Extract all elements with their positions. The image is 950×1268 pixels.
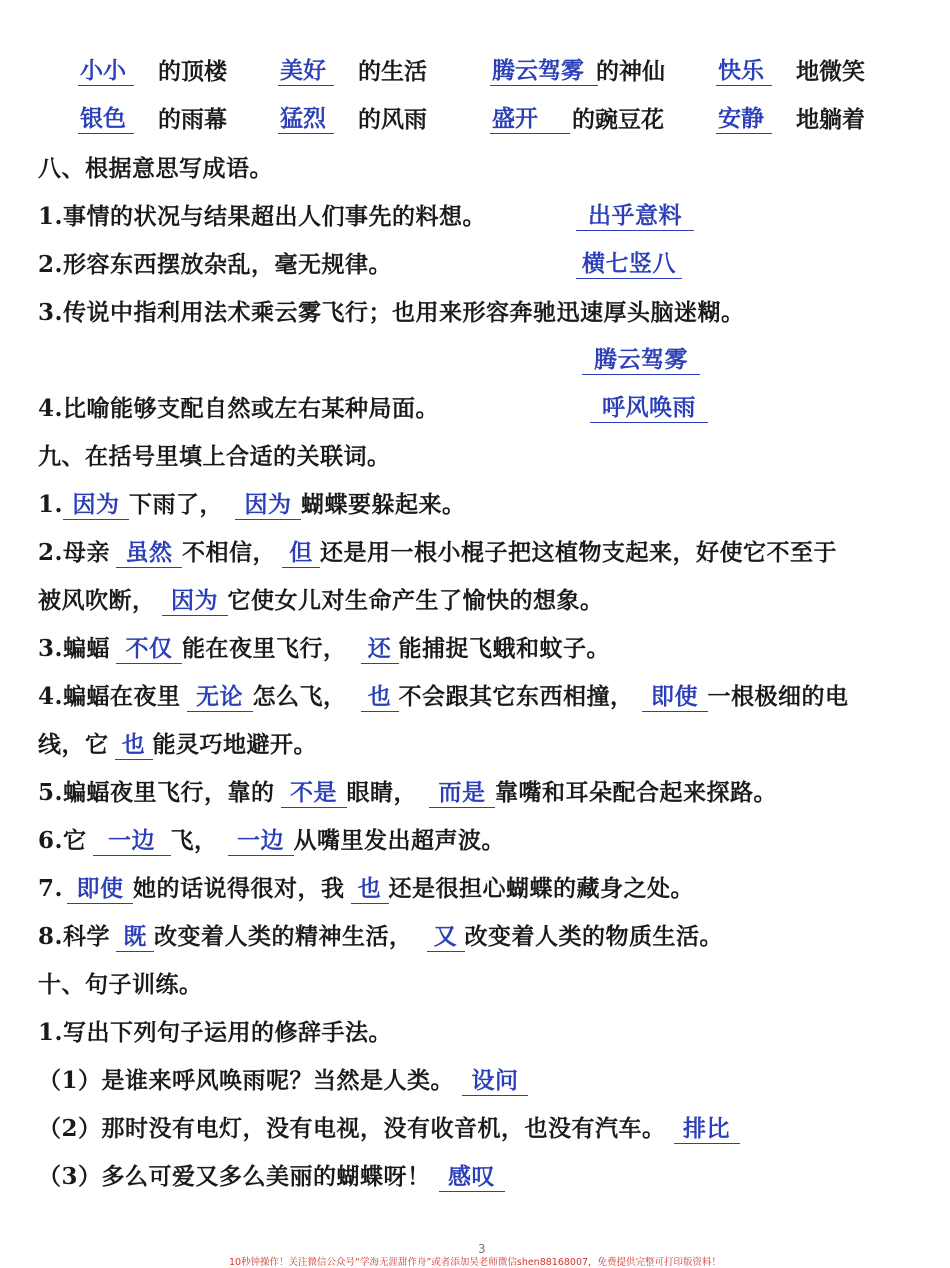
answer-blank: 安静	[716, 105, 772, 134]
question-text: 1.事情的状况与结果超出人们事先的料想。	[38, 203, 487, 230]
s10-question-1	[38, 1066, 934, 1096]
text: 4.蝙蝠在夜里	[38, 683, 181, 710]
section-9-heading: 九、在括号里填上合适的关联词。	[38, 443, 391, 470]
answer-blank: 出乎意料	[576, 202, 694, 231]
text: 6.它	[38, 827, 87, 854]
text: 怎么飞，	[252, 683, 347, 710]
answer-blank: 盛开	[490, 105, 570, 134]
answer-blank: 快乐	[716, 57, 772, 86]
answer-blank: 小小	[78, 57, 134, 86]
phrase-text: 的风雨	[358, 106, 427, 133]
answer-blank: 腾云驾雾	[490, 57, 598, 86]
answer-blank: 因为	[162, 587, 228, 616]
answer-blank: 排比	[674, 1115, 740, 1144]
s8-question-4	[38, 394, 934, 424]
answer-blank: 因为	[235, 491, 301, 520]
phrase-row-2	[0, 105, 950, 135]
text: 蝴蝶要躲起来。	[301, 491, 466, 518]
question-text: （1）是谁来呼风唤雨呢？当然是人类。	[38, 1067, 455, 1094]
question-text: 4.比喻能够支配自然或左右某种局面。	[38, 395, 440, 422]
page-number: 3	[478, 1242, 486, 1256]
text: 改变着人类的精神生活，	[154, 923, 413, 950]
s9-question-6	[38, 826, 934, 856]
s9-question-2-cont	[38, 586, 934, 616]
text: 7.	[38, 875, 64, 902]
answer-blank: 猛烈	[278, 105, 334, 134]
answer-blank: 但	[282, 539, 320, 568]
text: 从嘴里发出超声波。	[293, 827, 506, 854]
answer-blank: 也	[351, 875, 389, 904]
phrase-row-1	[0, 57, 950, 87]
answer-blank: 又	[427, 923, 465, 952]
question-text: （2）那时没有电灯，没有电视，没有收音机，也没有汽车。	[38, 1115, 666, 1142]
phrase-text: 地微笑	[796, 58, 865, 85]
text: 改变着人类的物质生活。	[464, 923, 724, 950]
answer-blank: 设问	[462, 1067, 528, 1096]
answer-blank: 美好	[278, 57, 334, 86]
s10-subheading: 1.写出下列句子运用的修辞手法。	[38, 1019, 393, 1046]
s9-question-8	[38, 922, 934, 952]
text: 8.科学	[38, 923, 111, 950]
s10-question-3	[38, 1162, 934, 1192]
answer-blank: 无论	[187, 683, 253, 712]
text: 靠嘴和耳朵配合起来探路。	[495, 779, 778, 806]
text: 能在夜里飞行，	[182, 635, 347, 662]
answer-blank: 也	[115, 731, 153, 760]
text: 还是用一根小棍子把这植物支起来，好使它不至于	[320, 539, 838, 566]
text: 3.蝙蝠	[38, 635, 111, 662]
answer-blank: 不仅	[116, 635, 182, 664]
answer-blank: 因为	[63, 491, 129, 520]
phrase-text: 的雨幕	[158, 106, 227, 133]
s9-question-4	[38, 682, 934, 712]
footer-notice: 10秒钟操作！关注微信公众号“学海无涯甜作舟”或者添加吴老师微信shen88168007，免费提供完整可打印版资料！	[228, 1257, 722, 1268]
answer-blank: 即使	[642, 683, 708, 712]
s9-question-3	[38, 634, 934, 664]
text: 能灵巧地避开。	[152, 731, 317, 758]
text: 她的话说得很对，我	[133, 875, 345, 902]
answer-blank: 而是	[429, 779, 495, 808]
answer-blank: 银色	[78, 105, 134, 134]
phrase-text: 的豌豆花	[572, 106, 664, 133]
answer-blank: 一边	[228, 827, 294, 856]
text: 眼睛，	[346, 779, 418, 806]
text: 下雨了，	[129, 491, 224, 518]
s8-question-2	[38, 250, 934, 280]
answer-blank: 横七竖八	[576, 250, 682, 279]
question-text: 2.形容东西摆放杂乱，毫无规律。	[38, 251, 393, 278]
text: 它使女儿对生命产生了愉快的想象。	[227, 587, 604, 614]
text: 1.	[38, 491, 64, 518]
s8-question-3: 3.传说中指利用法术乘云雾飞行；也用来形容奔驰迅速厚头脑迷糊。	[38, 299, 745, 326]
text: 不相信，	[182, 539, 277, 566]
answer-blank: 即使	[67, 875, 133, 904]
answer-blank: 不是	[281, 779, 347, 808]
phrase-text: 地躺着	[796, 106, 865, 133]
s9-question-4-cont	[38, 730, 934, 760]
text: 一根极细的电	[707, 683, 849, 710]
text: 不会跟其它东西相撞，	[398, 683, 634, 710]
s10-question-2	[38, 1114, 934, 1144]
section-10-heading: 十、句子训练。	[38, 971, 203, 998]
answer-blank: 虽然	[116, 539, 182, 568]
answer-blank: 感叹	[439, 1163, 505, 1192]
phrase-text: 的神仙	[596, 58, 665, 85]
answer-blank: 既	[116, 923, 154, 952]
phrase-text: 的生活	[358, 58, 427, 85]
text: 还是很担心蝴蝶的藏身之处。	[388, 875, 695, 902]
text: 能捕捉飞蛾和蚊子。	[398, 635, 611, 662]
answer-blank: 一边	[93, 827, 171, 856]
text: 2.母亲	[38, 539, 111, 566]
s9-question-2	[38, 538, 934, 568]
text: 被风吹断，	[38, 587, 156, 614]
section-8-heading: 八、根据意思写成语。	[38, 155, 273, 182]
text: 线，它	[38, 731, 109, 758]
question-text: （3）多么可爱又多么美丽的蝴蝶呀！	[38, 1163, 431, 1190]
s8-question-1	[38, 202, 934, 232]
answer-blank: 还	[361, 635, 399, 664]
answer-blank: 腾云驾雾	[582, 346, 700, 375]
s9-question-1	[38, 490, 934, 520]
text: 5.蝙蝠夜里飞行，靠的	[38, 779, 275, 806]
s9-question-7	[38, 874, 934, 904]
text: 飞，	[170, 827, 218, 854]
answer-blank: 也	[361, 683, 399, 712]
s9-question-5	[38, 778, 934, 808]
phrase-text: 的顶楼	[158, 58, 227, 85]
answer-blank: 呼风唤雨	[590, 394, 708, 423]
